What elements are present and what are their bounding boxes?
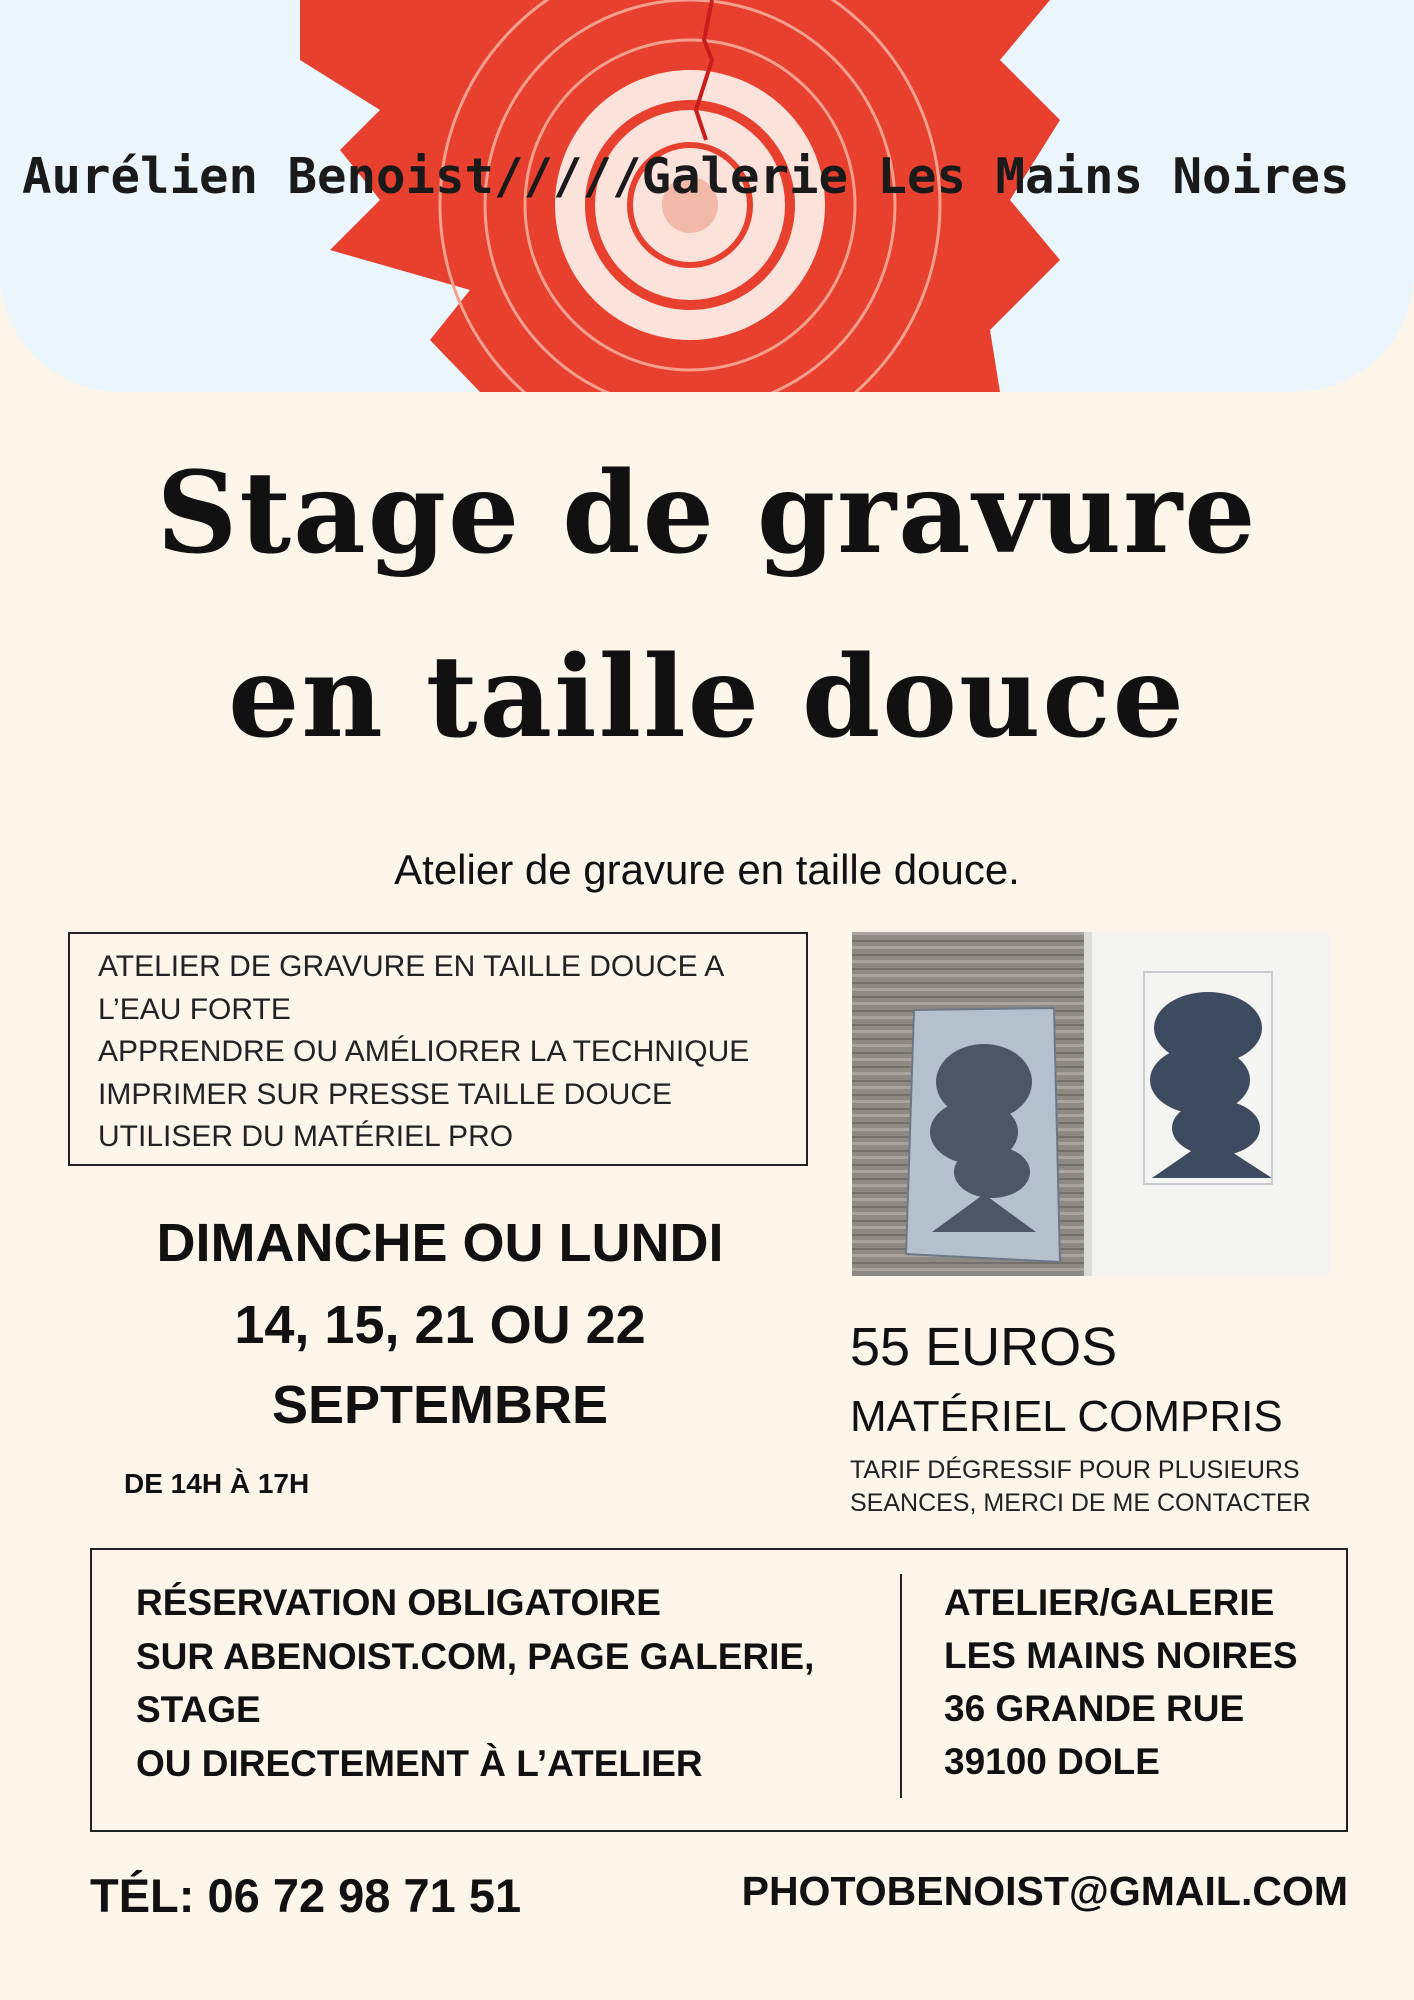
address-line: LES MAINS NOIRES	[944, 1635, 1298, 1676]
schedule-dates: 14, 15, 21 OU 22	[234, 1295, 646, 1355]
pricing-note	[850, 1454, 1311, 1520]
features-box	[68, 932, 808, 1166]
reservation-line: OU DIRECTEMENT À L’ATELIER	[136, 1742, 703, 1784]
pricing-note-line: SEANCES, MERCI DE ME CONTACTER	[850, 1489, 1311, 1517]
phone-number: TÉL: 06 72 98 71 51	[90, 1869, 522, 1922]
subtitle: Atelier de gravure en taille douce.	[394, 846, 1020, 893]
main-title-line1: Stage de gravure	[156, 448, 1258, 579]
vertical-divider	[900, 1574, 902, 1798]
feature-line: L’EAU FORTE	[98, 992, 291, 1026]
address-info	[944, 1576, 1298, 1788]
reservation-line: RÉSERVATION OBLIGATOIRE	[136, 1582, 661, 1623]
reservation-box	[90, 1548, 1348, 1832]
feature-line: ATELIER DE GRAVURE EN TAILLE DOUCE A	[98, 950, 725, 983]
schedule-days: DIMANCHE OU LUNDI	[156, 1213, 724, 1273]
address-line: 39100 DOLE	[944, 1741, 1160, 1782]
engraving-photo	[852, 932, 1330, 1276]
address-line: ATELIER/GALERIE	[944, 1582, 1275, 1623]
price: 55 EUROS	[850, 1317, 1118, 1377]
feature-line: APPRENDRE OU AMÉLIORER LA TECHNIQUE	[98, 1035, 750, 1068]
email-address: PHOTOBENOIST@GMAIL.COM	[741, 1868, 1348, 1914]
reservation-line: STAGE	[136, 1689, 261, 1730]
schedule-hours: DE 14H À 17H	[124, 1468, 310, 1499]
feature-line: IMPRIMER SUR PRESSE TAILLE DOUCE	[98, 1077, 673, 1111]
pricing-note-line: TARIF DÉGRESSIF POUR PLUSIEURS	[850, 1456, 1300, 1484]
reservation-line: SUR ABENOIST.COM, PAGE GALERIE,	[136, 1635, 815, 1677]
schedule-month: SEPTEMBRE	[271, 1375, 609, 1435]
feature-line: UTILISER DU MATÉRIEL PRO	[98, 1120, 514, 1153]
main-title-line2: en taille douce	[228, 632, 1186, 763]
reservation-info	[136, 1576, 814, 1790]
header-banner	[0, 0, 1414, 392]
banner-title: Aurélien Benoist/////Galerie Les Mains Noires	[22, 148, 1350, 205]
address-line: 36 GRANDE RUE	[944, 1688, 1245, 1729]
material-included: MATÉRIEL COMPRIS	[850, 1392, 1283, 1441]
